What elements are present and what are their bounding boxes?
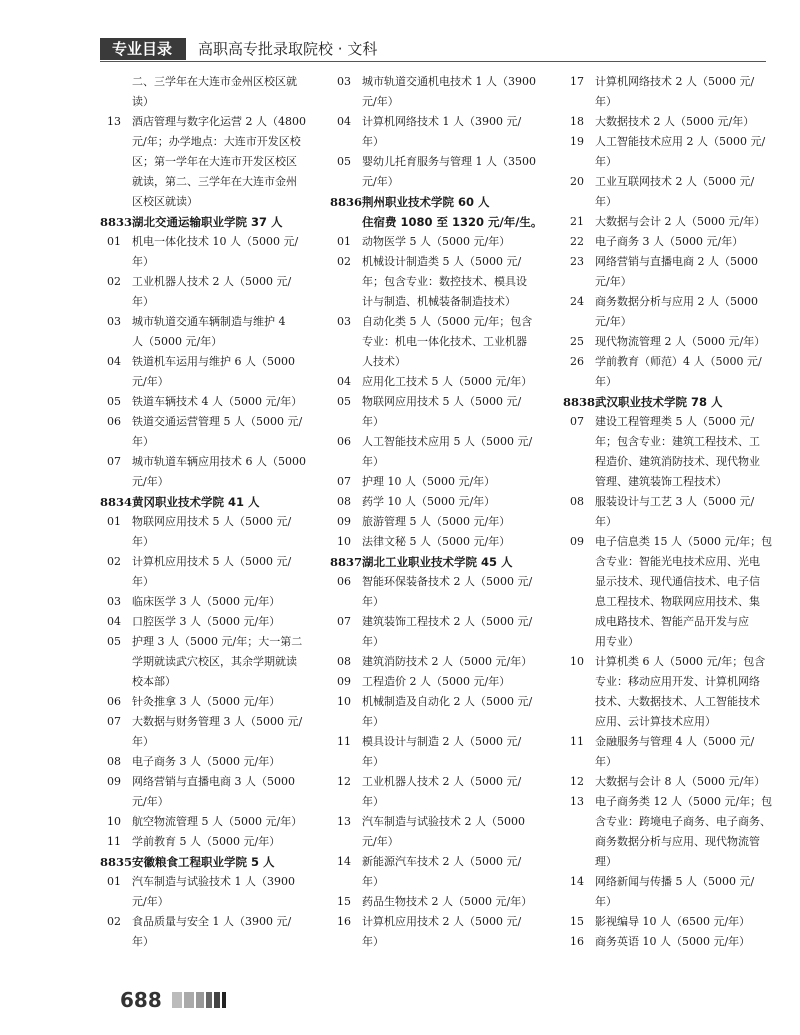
program-number: 08 [337,495,351,508]
program-text: 法律文秘 5 人（5000 元/年） [362,535,511,548]
program-item [100,692,325,712]
program-number: 01 [107,875,121,888]
program-text: 机械制造及自动化 2 人（5000 元/ 年） [362,695,533,728]
school-heading [330,192,568,212]
program-item [330,372,568,392]
program-number: 09 [337,515,351,528]
program-number: 19 [570,135,584,148]
program-item [100,452,325,492]
program-number: 15 [570,915,584,928]
program-number: 11 [107,835,121,848]
program-text: 物联网应用技术 5 人（5000 元/ 年） [132,515,292,548]
program-item [330,72,568,112]
program-text: 铁道机车运用与维护 6 人（5000 元/年） [132,355,295,388]
program-item [100,232,325,272]
school-heading [100,492,325,512]
program-number: 05 [107,635,121,648]
program-item [100,72,325,112]
school-code: 8835 [100,855,133,869]
program-text: 建设工程管理类 5 人（5000 元/ 年；包含专业：建筑工程技术、工 程造价、建筑消防技术、现代物业 管理、建筑装饰工程技术） [595,415,760,488]
program-number: 12 [337,775,351,788]
program-text: 城市轨道交通车辆制造与维护 4 人（5000 元/年） [132,315,286,348]
program-text: 药学 10 人（5000 元/年） [362,495,496,508]
program-item [563,872,776,912]
program-item [100,912,325,952]
program-text: 护理 10 人（5000 元/年） [362,475,496,488]
program-item [563,132,776,172]
program-number: 01 [337,235,351,248]
program-text: 婴幼儿托育服务与管理 1 人（3500 元/年） [362,155,536,188]
program-item [330,652,568,672]
section-subtitle: 高职高专批录取院校 · 文科 [198,40,378,58]
program-number: 13 [337,815,351,828]
program-item [330,392,568,432]
school-name: 荆州职业技术学院 60 人 [362,195,490,209]
program-text: 大数据与会计 2 人（5000 元/年） [595,215,766,228]
program-item [330,312,568,372]
column-2 [330,72,568,952]
program-item [330,492,568,512]
program-number: 16 [337,915,351,928]
program-text: 城市轨道车辆应用技术 6 人（5000 元/年） [132,455,306,488]
program-item [100,112,325,212]
program-number: 18 [570,115,584,128]
program-number: 05 [337,155,351,168]
program-number: 09 [337,675,351,688]
program-number: 25 [570,335,584,348]
program-number: 07 [107,455,121,468]
program-number: 04 [337,115,351,128]
program-text: 机械设计制造类 5 人（5000 元/ 年；包含专业：数控技术、模具设 计与制造、机械装备制造技术） [362,255,527,308]
school-name: 安徽粮食工程职业学院 5 人 [132,855,275,869]
program-number: 09 [107,775,121,788]
program-item [330,732,568,772]
program-text: 电子信息类 15 人（5000 元/年；包 含专业：智能光电技术应用、光电 显示技术、现代通信技术、电子信 息工程技术、物联网应用技术、集 成电路技术、智能产品开发与应 用专业） [595,535,773,648]
program-item [330,432,568,472]
program-number: 07 [337,615,351,628]
page-footer [120,988,228,1012]
program-number: 10 [337,695,351,708]
column-3 [563,72,776,952]
program-item [330,892,568,912]
footer-decoration [172,992,228,1008]
program-number: 01 [107,235,121,248]
program-text: 建筑消防技术 2 人（5000 元/年） [362,655,533,668]
program-text: 大数据技术 2 人（5000 元/年） [595,115,755,128]
program-item [563,532,776,652]
program-item [563,932,776,952]
program-item [330,252,568,312]
program-item [563,252,776,292]
program-number: 20 [570,175,584,188]
program-text: 铁道车辆技术 4 人（5000 元/年） [132,395,303,408]
program-number: 24 [570,295,584,308]
program-item [100,272,325,312]
program-item [330,812,568,852]
program-text: 汽车制造与试验技术 1 人（3900 元/年） [132,875,295,908]
program-text: 铁道交通运营管理 5 人（5000 元/ 年） [132,415,303,448]
program-item [563,772,776,792]
program-number: 03 [107,595,121,608]
program-text: 自动化类 5 人（5000 元/年；包含 专业：机电一体化技术、工业机器 人技术） [362,315,533,368]
program-item [330,612,568,652]
program-item [100,812,325,832]
program-number: 04 [107,615,121,628]
program-number: 17 [570,75,584,88]
program-text: 航空物流管理 5 人（5000 元/年） [132,815,303,828]
program-item [330,692,568,732]
section-tag: 专业目录 [100,38,186,60]
program-text: 网络营销与直播电商 2 人（5000 元/年） [595,255,758,288]
program-item [563,72,776,112]
program-number: 06 [107,415,121,428]
program-number: 08 [570,495,584,508]
program-text: 计算机应用技术 2 人（5000 元/ 年） [362,915,522,948]
program-number: 15 [337,895,351,908]
program-item [330,852,568,892]
program-number: 03 [107,315,121,328]
program-item [563,332,776,352]
school-name: 武汉职业技术学院 78 人 [595,395,723,409]
program-number: 14 [570,875,584,888]
program-item [563,912,776,932]
program-number: 21 [570,215,584,228]
program-text: 学前教育 5 人（5000 元/年） [132,835,281,848]
program-text: 大数据与会计 8 人（5000 元/年） [595,775,766,788]
program-text: 计算机类 6 人（5000 元/年；包含 专业：移动应用开发、计算机网络 技术、大数据技术、人工智能技术 应用、云计算技术应用） [595,655,766,728]
school-heading [100,212,325,232]
program-text: 电子商务 3 人（5000 元/年） [595,235,744,248]
program-number: 10 [570,655,584,668]
program-text: 应用化工技术 5 人（5000 元/年） [362,375,533,388]
program-number: 06 [337,435,351,448]
program-number: 06 [337,575,351,588]
program-number: 02 [337,255,351,268]
program-number: 11 [570,735,584,748]
program-text: 影视编导 10 人（6500 元/年） [595,915,751,928]
program-text: 针灸推拿 3 人（5000 元/年） [132,695,281,708]
program-number: 01 [107,515,121,528]
program-item [100,312,325,352]
program-text: 物联网应用技术 5 人（5000 元/ 年） [362,395,522,428]
program-number: 11 [337,735,351,748]
program-text: 人工智能技术应用 2 人（5000 元/ 年） [595,135,766,168]
program-text: 网络新闻与传播 5 人（5000 元/ 年） [595,875,755,908]
program-number: 03 [337,75,351,88]
program-text: 现代物流管理 2 人（5000 元/年） [595,335,766,348]
program-number: 14 [337,855,351,868]
program-text: 计算机网络技术 2 人（5000 元/ 年） [595,75,755,108]
program-number: 05 [107,395,121,408]
program-text: 工业机器人技术 2 人（5000 元/ 年） [362,775,522,808]
program-text: 学前教育（师范）4 人（5000 元/ 年） [595,355,762,388]
program-item [100,512,325,552]
program-number: 02 [107,275,121,288]
program-number: 07 [337,475,351,488]
program-item [100,592,325,612]
program-text: 工程造价 2 人（5000 元/年） [362,675,511,688]
program-text: 商务英语 10 人（5000 元/年） [595,935,751,948]
program-number: 07 [570,415,584,428]
program-item [563,292,776,332]
page-header [100,38,377,60]
program-text: 临床医学 3 人（5000 元/年） [132,595,281,608]
school-name: 湖北交通运输职业学院 37 人 [132,215,283,229]
program-text: 金融服务与管理 4 人（5000 元/ 年） [595,735,755,768]
program-item [330,572,568,612]
program-number: 16 [570,935,584,948]
program-text: 商务数据分析与应用 2 人（5000 元/年） [595,295,758,328]
program-item [100,752,325,772]
header-rule [100,61,766,62]
program-item [330,472,568,492]
program-item [330,912,568,952]
school-code: 8838 [563,395,596,409]
program-item [100,612,325,632]
program-text: 工业机器人技术 2 人（5000 元/ 年） [132,275,292,308]
program-number: 09 [570,535,584,548]
program-text: 服装设计与工艺 3 人（5000 元/ 年） [595,495,755,528]
program-number: 04 [107,355,121,368]
program-text: 二、三学年在大连市金州区校区就 读） [132,75,297,108]
program-text: 食品质量与安全 1 人（3900 元/ 年） [132,915,292,948]
program-item [563,652,776,732]
program-text: 计算机网络技术 1 人（3900 元/ 年） [362,115,522,148]
program-item [330,112,568,152]
school-heading [330,552,568,572]
school-code: 8833 [100,215,133,229]
program-item [100,412,325,452]
program-item [100,872,325,912]
program-item [330,152,568,192]
program-item [330,512,568,532]
school-name: 湖北工业职业技术学院 45 人 [362,555,513,569]
program-text: 大数据与财务管理 3 人（5000 元/ 年） [132,715,303,748]
program-item [330,772,568,812]
program-number: 06 [107,695,121,708]
program-text: 护理 3 人（5000 元/年；大一第二 学期就读武穴校区，其余学期就读 校本部） [132,635,303,688]
program-text: 药品生物技术 2 人（5000 元/年） [362,895,533,908]
program-text: 电子商务 3 人（5000 元/年） [132,755,281,768]
program-number: 10 [337,535,351,548]
program-text: 旅游管理 5 人（5000 元/年） [362,515,511,528]
column-1 [100,72,325,952]
program-text: 汽车制造与试验技术 2 人（5000 元/年） [362,815,525,848]
program-item [100,832,325,852]
program-item [330,672,568,692]
program-item [100,772,325,812]
program-text: 模具设计与制造 2 人（5000 元/ 年） [362,735,522,768]
program-item [330,232,568,252]
program-text: 网络营销与直播电商 3 人（5000 元/年） [132,775,295,808]
school-name: 黄冈职业技术学院 41 人 [132,495,260,509]
program-number: 02 [107,915,121,928]
program-item [563,232,776,252]
program-number: 04 [337,375,351,388]
program-number: 26 [570,355,584,368]
page-number: 688 [120,988,162,1012]
program-number: 13 [107,115,121,128]
fee-note: 住宿费 1080 至 1320 元/年/生。 [362,215,543,229]
program-item [100,552,325,592]
program-number: 03 [337,315,351,328]
program-item [563,412,776,492]
program-item [563,112,776,132]
program-text: 新能源汽车技术 2 人（5000 元/ 年） [362,855,522,888]
program-text: 城市轨道交通机电技术 1 人（3900 元/年） [362,75,536,108]
program-item [563,792,776,872]
program-text: 酒店管理与数字化运营 2 人（4800 元/年；办学地点：大连市开发区校 区；第一学年在大连市开发区校区 就读，第二、三学年在大连市金州 区校区就读） [132,115,306,208]
program-item [563,732,776,772]
program-number: 08 [107,755,121,768]
program-item [100,712,325,752]
program-item [563,172,776,212]
program-item [100,392,325,412]
program-text: 计算机应用技术 5 人（5000 元/ 年） [132,555,292,588]
program-item [330,532,568,552]
program-text: 电子商务类 12 人（5000 元/年；包 含专业：跨境电子商务、电子商务、 商务数据分析与应用、现代物流管 理） [595,795,773,868]
program-text: 机电一体化技术 10 人（5000 元/ 年） [132,235,299,268]
program-item [563,352,776,392]
school-code: 8834 [100,495,133,509]
school-code: 8837 [330,555,363,569]
program-number: 22 [570,235,584,248]
program-item [563,492,776,532]
program-number: 08 [337,655,351,668]
program-number: 02 [107,555,121,568]
program-item [563,212,776,232]
school-code: 8836 [330,195,363,209]
program-text: 建筑装饰工程技术 2 人（5000 元/ 年） [362,615,533,648]
program-text: 人工智能技术应用 5 人（5000 元/ 年） [362,435,533,468]
program-number: 07 [107,715,121,728]
school-heading [100,852,325,872]
program-number: 13 [570,795,584,808]
program-number: 10 [107,815,121,828]
program-text: 动物医学 5 人（5000 元/年） [362,235,511,248]
program-text: 智能环保装备技术 2 人（5000 元/ 年） [362,575,533,608]
program-item [100,632,325,692]
program-number: 05 [337,395,351,408]
program-text: 工业互联网技术 2 人（5000 元/ 年） [595,175,755,208]
program-number: 23 [570,255,584,268]
program-number: 12 [570,775,584,788]
school-heading [563,392,776,412]
program-text: 口腔医学 3 人（5000 元/年） [132,615,281,628]
program-item [100,352,325,392]
